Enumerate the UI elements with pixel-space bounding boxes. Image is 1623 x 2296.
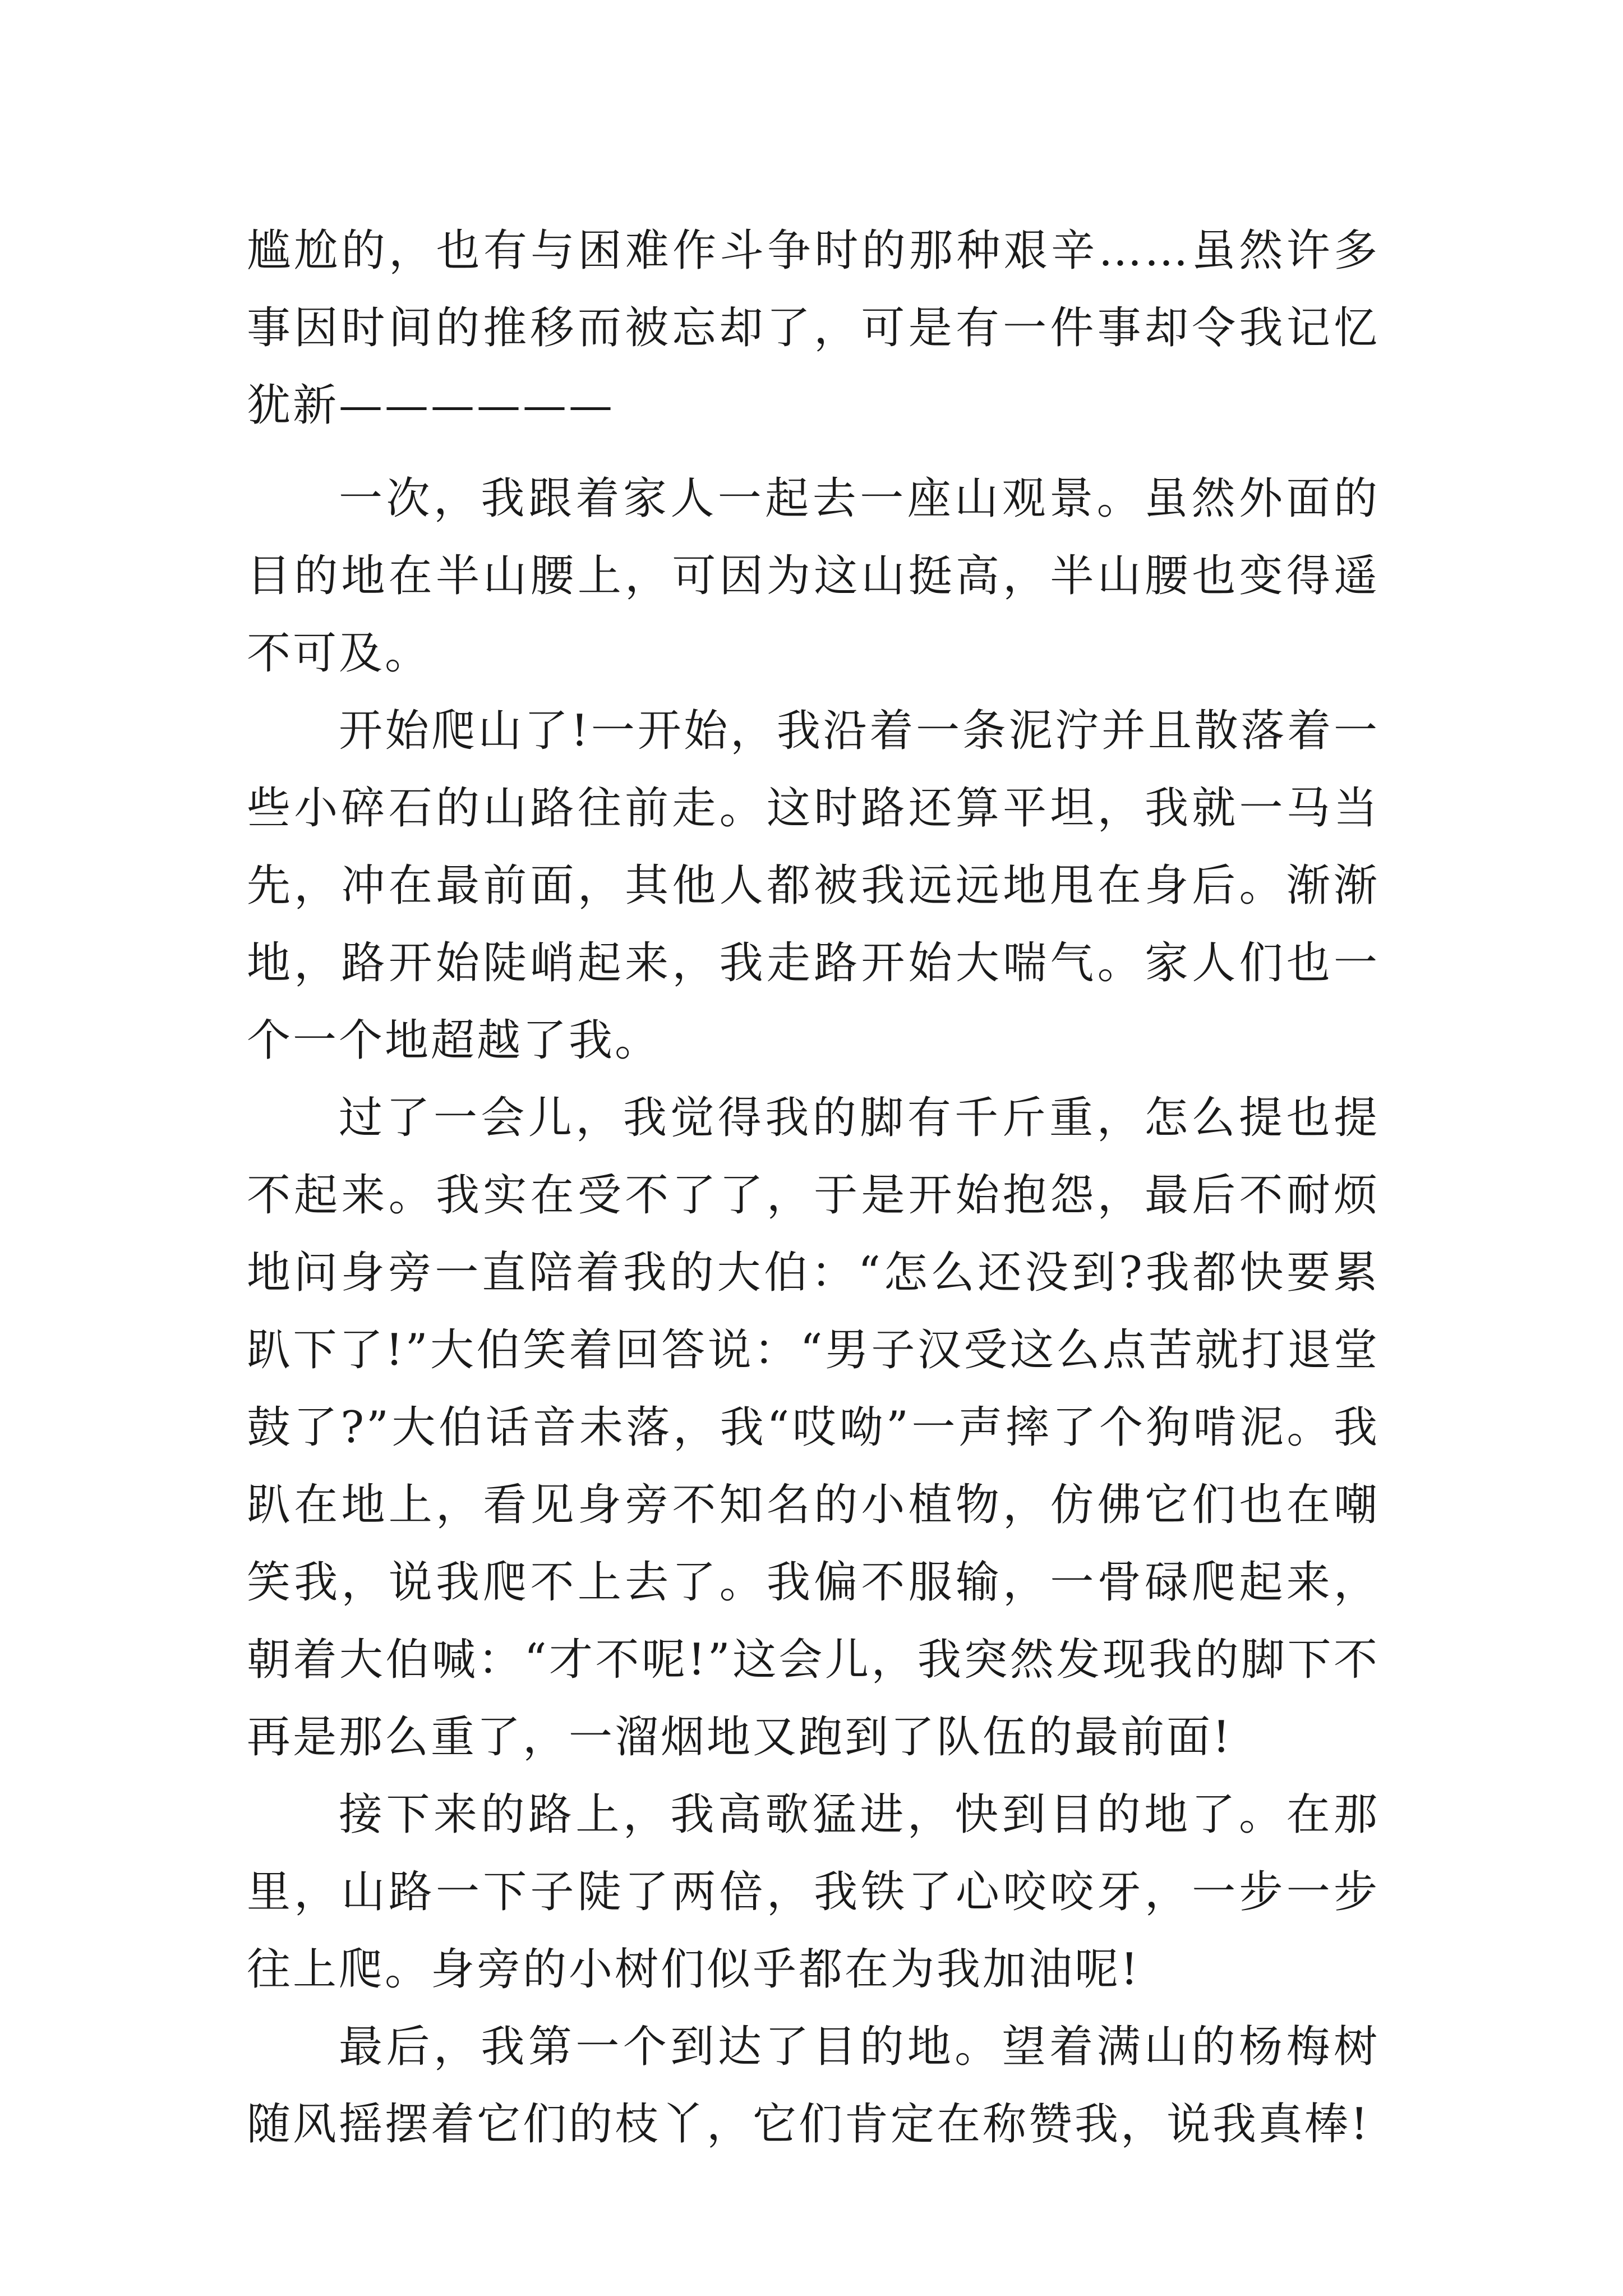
paragraph-mountain-trip: 一次，我跟着家人一起去一座山观景。虽然外面的目的地在半山腰上，可因为这山挺高，半山腰也变得遥不可及。 <box>247 473 1380 679</box>
paragraph-start-climbing: 开始爬山了!一开始，我沿着一条泥泞并且散落着一些小碎石的山路往前走。这时路还算平坦，我就一马当先，冲在最前面，其他人都被我远远地甩在身后。渐渐地，路开始陡峭起来，我走路开始大喘气。家人们也一个一个地超越了我。 <box>247 706 1380 1066</box>
paragraph-continuation: 尴尬的，也有与困难作斗争时的那种艰辛……虽然许多事因时间的推移而被忘却了，可是有一件事却令我记忆犹新—————— <box>247 226 1380 431</box>
paragraph-reach-destination: 最后，我第一个到达了目的地。望着满山的杨梅树随风摇摆着它们的枝丫，它们肯定在称赞我，说我真棒! <box>247 2022 1380 2150</box>
essay-body <box>247 212 1380 2163</box>
paragraph-steep-road: 接下来的路上，我高歌猛进，快到目的地了。在那里，山路一下子陡了两倍，我铁了心咬咬牙，一步一步往上爬。身旁的小树们似乎都在为我加油呢! <box>247 1789 1380 1995</box>
paragraph-uncle-dialogue: 过了一会儿，我觉得我的脚有千斤重，怎么提也提不起来。我实在受不了了，于是开始抱怨，最后不耐烦地问身旁一直陪着我的大伯：“怎么还没到?我都快要累趴下了!”大伯笑着回答说：“男子汉受这么点苦就打退堂鼓了?”大伯话音未落，我“哎呦”一声摔了个狗啃泥。我趴在地上，看见身旁不知名的小植物，仿佛它们也在嘲笑我，说我爬不上去了。我偏不服输，一骨碌爬起来，朝着大伯喊：“才不呢!”这会儿，我突然发现我的脚下不再是那么重了，一溜烟地又跑到了队伍的最前面! <box>247 1093 1380 1763</box>
